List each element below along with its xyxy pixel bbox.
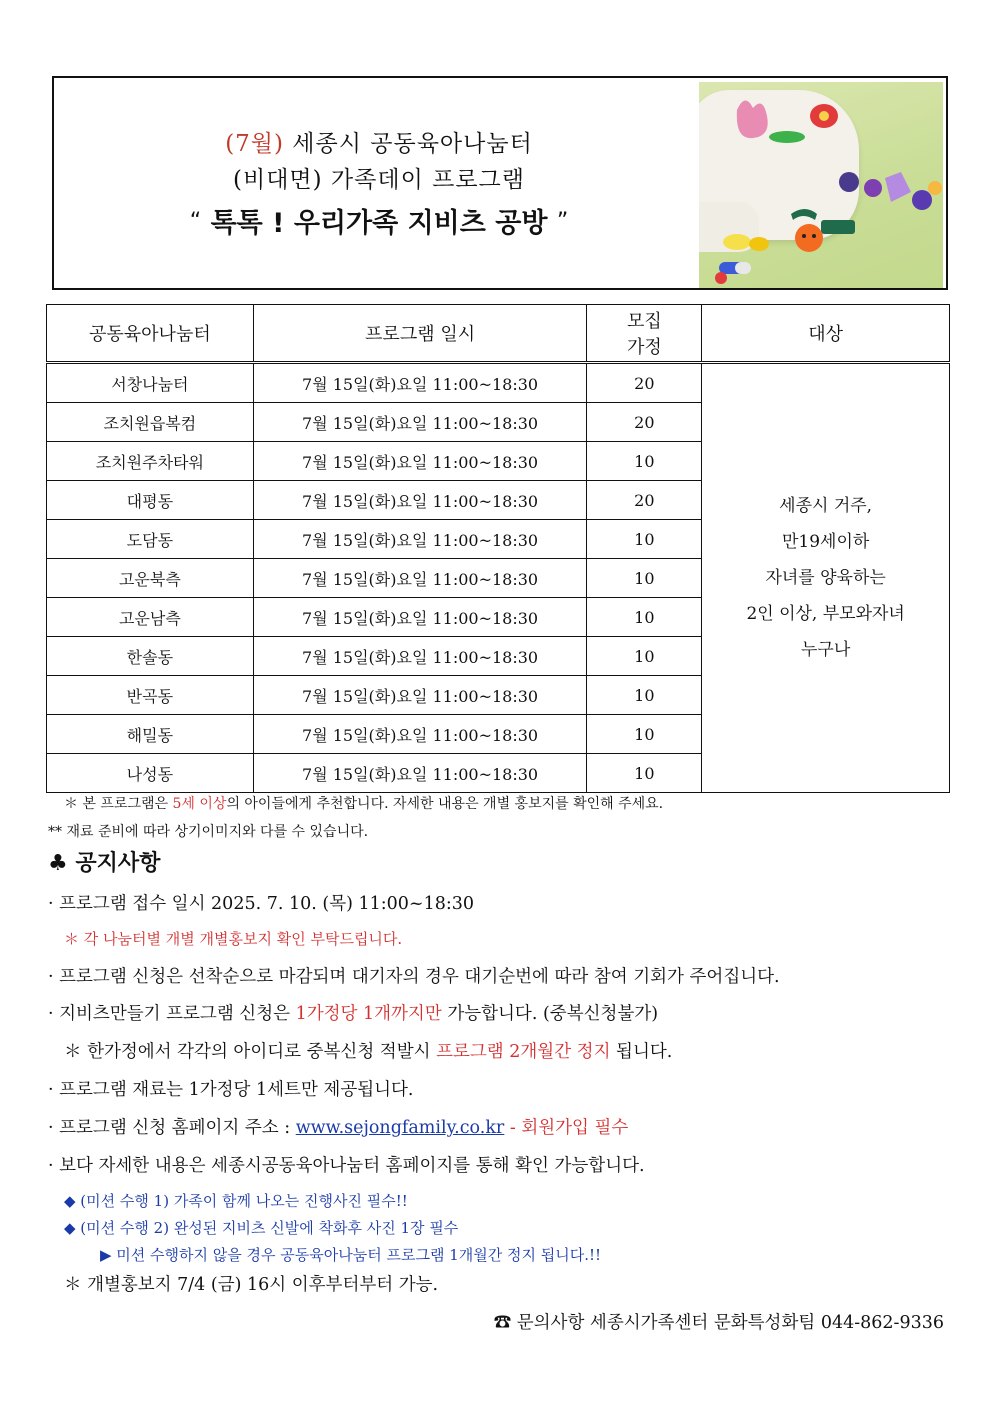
header-target: 대상: [702, 305, 950, 363]
cell-date: 7월 15일(화)요일 11:00~18:30: [253, 520, 587, 559]
cell-place: 해밀동: [47, 715, 254, 754]
cell-date: 7월 15일(화)요일 11:00~18:30: [253, 676, 587, 715]
notice-line-2: · 프로그램 신청은 선착순으로 마감되며 대기자의 경우 대기순번에 따라 참여 기회가 주어집니다.: [48, 967, 780, 987]
age-note-post: 의 아이들에게 추천합니다. 자세한 내용은 개별 홍보지를 확인해 주세요.: [226, 796, 664, 812]
target-line: 2인 이상, 부모와자녀: [746, 604, 905, 624]
header-line1: [54, 126, 704, 162]
cell-date: 7월 15일(화)요일 11:00~18:30: [253, 715, 587, 754]
header-line2: (비대면) 가족데이 프로그램: [233, 167, 525, 193]
cell-date: 7월 15일(화)요일 11:00~18:30: [253, 363, 587, 403]
cell-place: 서창나눔터: [47, 363, 254, 403]
cell-date: 7월 15일(화)요일 11:00~18:30: [253, 754, 587, 793]
header-recruit-2: 가정: [626, 337, 662, 358]
notice-line-3-pre: · 지비츠만들기 프로그램 신청은: [48, 1004, 296, 1024]
jibbitz-charms: [699, 82, 943, 288]
cell-count: 10: [587, 754, 702, 793]
cell-count: 10: [587, 520, 702, 559]
notice-line-5: [48, 1114, 628, 1139]
cell-date: 7월 15일(화)요일 11:00~18:30: [253, 598, 587, 637]
cell-count: 10: [587, 559, 702, 598]
homepage-link[interactable]: www.sejongfamily.co.kr: [295, 1118, 505, 1138]
program-title-text: 톡톡 ! 우리가족 지비츠 공방: [201, 208, 557, 239]
header-recruit-1: 모집: [626, 311, 662, 332]
target-line: 자녀를 양육하는: [765, 568, 886, 588]
quote-open: “: [189, 209, 202, 234]
cell-place: 도담동: [47, 520, 254, 559]
header-recruit: [587, 305, 702, 363]
target-line: 만19세이하: [781, 532, 870, 552]
target-line: 누구나: [801, 640, 851, 660]
notice-line-3-post: 가능합니다. (중복신청불가): [441, 1004, 659, 1024]
cell-place: 나성동: [47, 754, 254, 793]
contact-info: ☎ 문의사항 세종시가족센터 문화특성화팀 044-862-9336: [493, 1313, 944, 1333]
schedule-table: [46, 304, 950, 793]
target-cell: [702, 363, 950, 793]
cell-date: 7월 15일(화)요일 11:00~18:30: [253, 481, 587, 520]
cell-count: 10: [587, 598, 702, 637]
notice-line-3-sub-post: 됩니다.: [610, 1042, 673, 1062]
notice-line-5-red: - 회원가입 필수: [504, 1118, 629, 1138]
header-line1-rest: 세종시 공동육아나눔터: [284, 131, 533, 157]
mission-warning: ▶ 미션 수행하지 않을 경우 공동육아나눔터 프로그램 1개월간 정지 됩니다.!!: [100, 1246, 602, 1264]
cell-date: 7월 15일(화)요일 11:00~18:30: [253, 559, 587, 598]
notice-line-5-pre: · 프로그램 신청 홈페이지 주소 :: [48, 1118, 296, 1138]
header-text: [54, 126, 704, 246]
mission-1: ◆ (미션 수행 1) 가족이 함께 나오는 진행사진 필수!!: [64, 1192, 408, 1210]
cell-place: 대평동: [47, 481, 254, 520]
quote-close: ”: [556, 209, 569, 234]
cell-place: 조치원읍복컴: [47, 403, 254, 442]
notice-line-1: · 프로그램 접수 일시 2025. 7. 10. (목) 11:00~18:30: [48, 894, 475, 914]
age-note-pre: ＊ 본 프로그램은: [64, 796, 173, 812]
program-header: [52, 76, 948, 290]
age-note: [64, 793, 663, 813]
cell-place: 한솔동: [47, 637, 254, 676]
mission-2: ◆ (미션 수행 2) 완성된 지비츠 신발에 착화후 사진 1장 필수: [64, 1219, 459, 1237]
notice-line-3-sub: [64, 1038, 672, 1063]
cell-count: 10: [587, 715, 702, 754]
cell-count: 20: [587, 363, 702, 403]
cell-count: 10: [587, 442, 702, 481]
cell-count: 10: [587, 637, 702, 676]
cell-date: 7월 15일(화)요일 11:00~18:30: [253, 637, 587, 676]
table-header-row: [47, 305, 950, 363]
cell-date: 7월 15일(화)요일 11:00~18:30: [253, 403, 587, 442]
notice-line-7: ＊ 개별홍보지 7/4 (금) 16시 이후부터부터 가능.: [64, 1275, 439, 1295]
notice-title: ♣ 공지사항: [48, 851, 161, 876]
notice-line-3-sub-pre: ＊ 한가정에서 각각의 아이디로 중복신청 적발시: [64, 1042, 437, 1062]
notice-line-4: · 프로그램 재료는 1가정당 1세트만 제공됩니다.: [48, 1080, 414, 1100]
notice-line-6: · 보다 자세한 내용은 세종시공동육아나눔터 홈페이지를 통해 확인 가능합니다.: [48, 1156, 645, 1176]
program-title: [54, 200, 704, 246]
cell-date: 7월 15일(화)요일 11:00~18:30: [253, 442, 587, 481]
target-line: 세종시 거주,: [779, 496, 873, 516]
cell-place: 고운남측: [47, 598, 254, 637]
cell-count: 10: [587, 676, 702, 715]
notice-line-3-red: 1가정당 1개까지만: [295, 1004, 442, 1024]
header-place: 공동육아나눔터: [47, 305, 254, 363]
notice-line-1-sub: ＊ 각 나눔터별 개별 개별홍보지 확인 부탁드립니다.: [64, 930, 403, 948]
cell-place: 조치원주차타워: [47, 442, 254, 481]
header-date: 프로그램 일시: [253, 305, 587, 363]
jibbitz-photo: [699, 82, 943, 288]
header-month: (7월): [225, 131, 284, 157]
notice-line-3: [48, 1000, 658, 1025]
cell-place: 반곡동: [47, 676, 254, 715]
material-note: ** 재료 준비에 따라 상기이미지와 다를 수 있습니다.: [48, 824, 369, 840]
cell-count: 20: [587, 403, 702, 442]
age-note-red: 5세 이상: [172, 796, 227, 812]
notice-line-3-sub-red: 프로그램 2개월간 정지: [436, 1042, 611, 1062]
cell-place: 고운북측: [47, 559, 254, 598]
table-row: [47, 363, 950, 403]
cell-count: 20: [587, 481, 702, 520]
